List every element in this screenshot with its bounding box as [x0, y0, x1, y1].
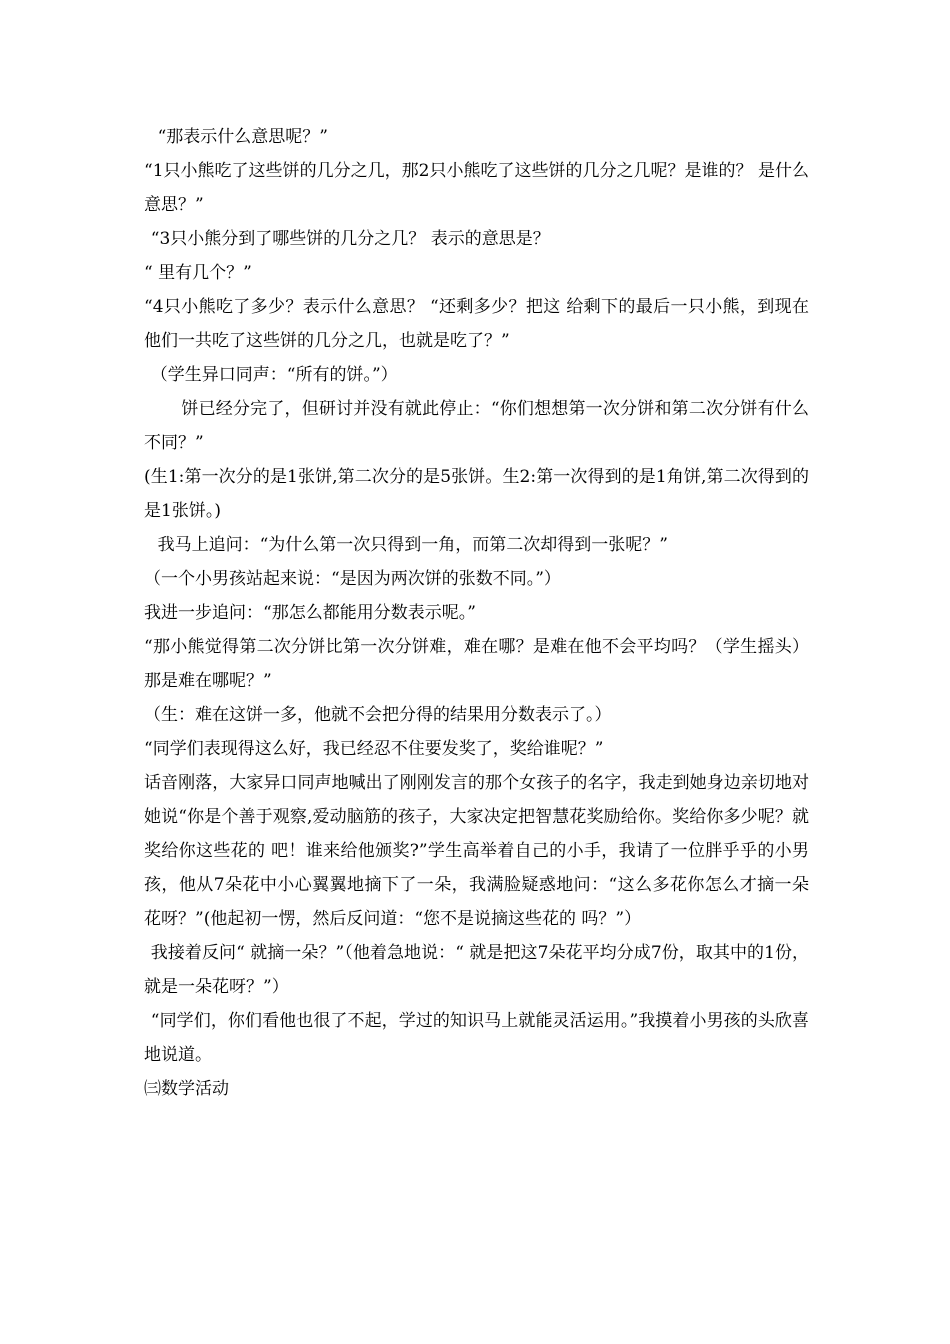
paragraph-10: （一个小男孩站起来说：“是因为两次饼的张数不同。”）: [144, 569, 561, 589]
paragraph-9: 我马上追问：“为什么第一次只得到一角，而第二次却得到一张呢？”: [157, 535, 668, 555]
paragraph-2: “1只小熊吃了这些饼的几分之几，那2只小熊吃了这些饼的几分之几呢？是谁的？ 是什么意思？”: [144, 161, 809, 215]
body-text: [144, 120, 809, 1106]
paragraph-7: 饼已经分完了，但研讨并没有就此停止：“你们想想第一次分饼和第二次分饼有什么不同？”: [144, 399, 809, 453]
paragraph-13: （生：难在这饼一多，他就不会把分得的结果用分数表示了。）: [144, 705, 612, 725]
paragraph-6: （学生异口同声：“所有的饼。”）: [150, 365, 398, 385]
paragraph-16: 我接着反问“ 就摘一朵？”（他着急地说：“ 就是把这7朵花平均分成7份，取其中的1份，就是一朵花呀？”）: [144, 943, 809, 997]
paragraph-4: “ 里有几个？”: [144, 263, 252, 283]
paragraph-5: “4只小熊吃了多少？表示什么意思？ “还剩多少？把这 给剩下的最后一只小熊，到现在他们一共吃了这些饼的几分之几，也就是吃了？”: [144, 297, 809, 351]
paragraph-1: “那表示什么意思呢？”: [157, 127, 328, 147]
paragraph-11: 我进一步追问：“那怎么都能用分数表示呢。”: [144, 603, 476, 623]
paragraph-3: “3只小熊分到了哪些饼的几分之几？ 表示的意思是？: [150, 229, 550, 249]
paragraph-8: (生1:第一次分的是1张饼,第二次分的是5张饼。生2:第一次得到的是1角饼,第二次得到的是1张饼。): [144, 467, 809, 521]
paragraph-12: “那小熊觉得第二次分饼比第一次分饼难，难在哪？是难在他不会平均吗？（学生摇头）那是难在哪呢？”: [144, 637, 809, 691]
paragraph-17: “同学们，你们看他也很了不起，学过的知识马上就能灵活运用。”我摸着小男孩的头欣喜地说道。: [144, 1011, 809, 1065]
section-heading-math-activity: ㈢数学活动: [144, 1079, 229, 1099]
paragraph-14: “同学们表现得这么好，我已经忍不住要发奖了，奖给谁呢？”: [144, 739, 604, 759]
paragraph-15: 话音刚落，大家异口同声地喊出了刚刚发言的那个女孩子的名字，我走到她身边亲切地对她说“你是个善于观察,爱动脑筋的孩子，大家决定把智慧花奖励给你。奖给你多少呢？就奖给你这些花的 吧！谁来给他颁奖?”学生高举着自己的小手，我请了一位胖乎乎的小男孩，他从7朵花中小心翼翼地摘下了一朵，我满脸疑惑地问：“这么多花你怎么才摘一朵花呀？”(他起初一愣，然后反问道：“您不是说摘这些花的 吗？”）: [144, 773, 809, 929]
